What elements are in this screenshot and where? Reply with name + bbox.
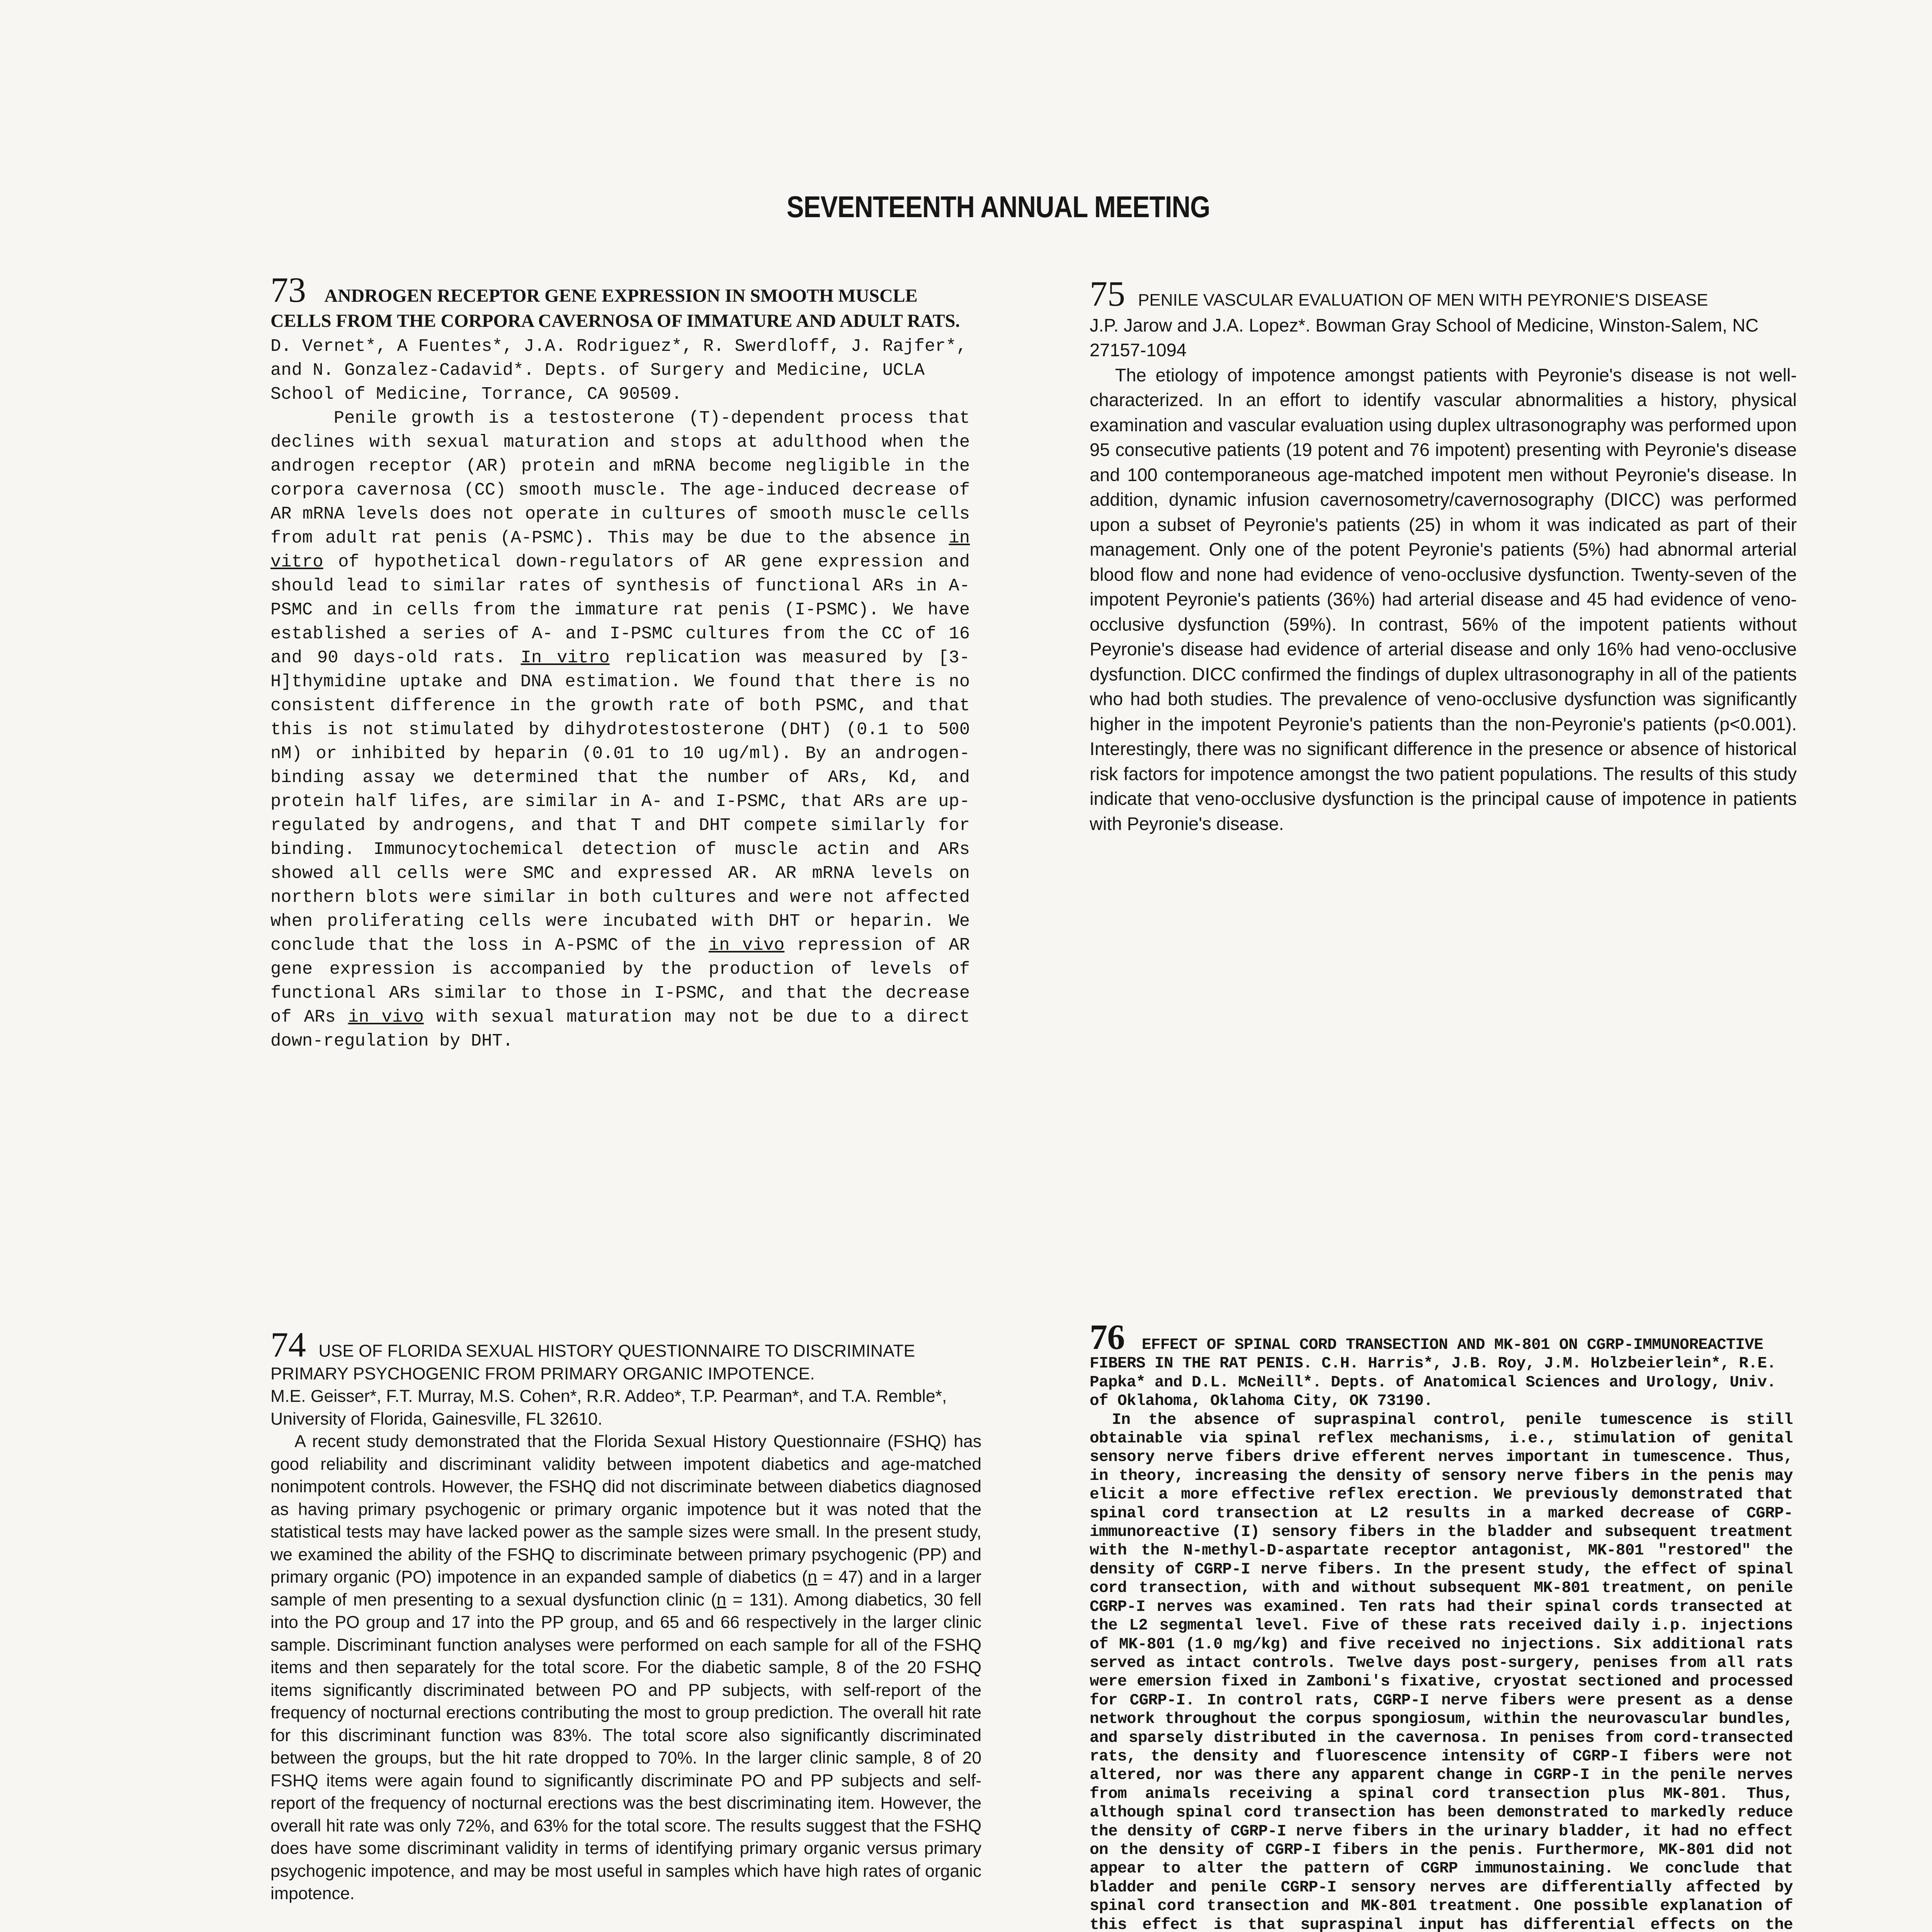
abstract-number: 73 bbox=[270, 270, 306, 310]
abstract-authors: D. Vernet*, A Fuentes*, J.A. Rodriguez*, R. Swerdloff, J. Rajfer*, and N. Gonzalez-Cadavid*. Depts. of Surgery and Medicine, UCLA School of Medicine, Torrance, CA 90509. bbox=[270, 336, 967, 404]
abstract-title: USE OF FLORIDA SEXUAL HISTORY QUESTIONNAIRE TO DISCRIMINATE PRIMARY PSYCHOGENIC FROM PRIMARY ORGANIC IMPOTENCE. bbox=[270, 1342, 915, 1383]
abstract-73-heading bbox=[270, 270, 970, 406]
body-text: Penile growth is a testosterone (T)-dependent process that declines with sexual maturation and stops at adulthood when the androgen receptor (AR) protein and mRNA become negligible in the corpora cavernosa (CC) smooth muscle. The age-induced decrease of AR mRNA levels does not operate in cultures of smooth muscle cells from adult rat penis (A-PSMC). This may be due to the absence bbox=[270, 408, 970, 548]
body-text: = 131). Among diabetics, 30 fell into the PO group and 17 into the PP group, and 65 and 66 respectively in the larger clinic sample. Discriminant function analyses were performed on each sample for all of the FSHQ items and then separately for the total score. For the diabetic sample, 8 of the 20 FSHQ items significantly discriminated between PO and PP subjects, with self-report of the frequency of nocturnal erections contributing the most to group prediction. The overall hit rate for this discriminant function was 83%. The total score also significantly discriminated between the groups, but the hit rate dropped to 70%. In the larger clinic sample, 8 of 20 FSHQ items were again found to significantly discriminate PO and PP subjects and self-report of the frequency of nocturnal erections was the best discriminating item. However, the overall hit rate was only 72%, and 63% for the total score. The results suggest that the FSHQ does have some discriminant validity in terms of identifying primary organic versus primary psychogenic impotence, and may be most useful in samples which have high rates of organic impotence. bbox=[270, 1590, 981, 1903]
abstract-authors: C.H. Harris*, J.B. Roy, J.M. Holzbeierlein*, R.E. Papka* and D.L. McNeill*. Depts. of Anatomical Sciences and Urology, Univ. of Oklahoma, Oklahoma City, OK 73190. bbox=[1090, 1355, 1776, 1410]
abstract-73 bbox=[270, 270, 970, 1053]
body-text: with sexual maturation may not be due to a direct down-regulation by DHT. bbox=[270, 1007, 970, 1051]
italic-term: in vivo bbox=[348, 1007, 424, 1027]
abstract-number: 74 bbox=[270, 1325, 306, 1364]
italic-term: n bbox=[808, 1568, 817, 1587]
abstract-authors: J.P. Jarow and J.A. Lopez*. Bowman Gray School of Medicine, Winston-Salem, NC 27157-1094 bbox=[1090, 315, 1759, 360]
abstract-title: PENILE VASCULAR EVALUATION OF MEN WITH PEYRONIE'S DISEASE bbox=[1138, 291, 1708, 310]
abstract-76 bbox=[1090, 1317, 1793, 1932]
italic-term: n bbox=[716, 1590, 726, 1609]
body-text: replication was measured by [3-H]thymidine uptake and DNA estimation. We found that there is no consistent difference in the growth rate of both PSMC, and that this is not stimulated by dihydrotestosterone (DHT) (0.1 to 500 nM) or inhibited by heparin (0.01 to 10 ug/ml). By an androgen-binding assay we determined that the number of ARs, Kd, and protein half lifes, are similar in A- and I-PSMC, that ARs are up-regulated by androgens, and that T and DHT compete similarly for binding. Immunocytochemical detection of muscle actin and ARs showed all cells were SMC and expressed AR. AR mRNA levels on northern blots were similar in both cultures and were not affected when proliferating cells were incubated with DHT or heparin. We conclude that the loss in A-PSMC of the bbox=[270, 648, 970, 955]
abstract-number: 76 bbox=[1090, 1317, 1125, 1357]
body-text: = 47) and in a larger sample of men presenting to a sexual dysfunction clinic ( bbox=[270, 1568, 981, 1609]
meeting-title: SEVENTEENTH ANNUAL MEETING bbox=[786, 190, 1210, 224]
abstract-title: ANDROGEN RECEPTOR GENE EXPRESSION IN SMOOTH MUSCLE CELLS FROM THE CORPORA CAVERNOSA OF IMMATURE AND ADULT RATS. bbox=[270, 286, 960, 331]
abstract-body bbox=[270, 1430, 981, 1905]
abstract-body: In the absence of supraspinal control, penile tumescence is still obtainable via spinal reflex mechanisms, i.e., stimulation of genital sensory nerve fibers drive efferent nerves important in tumescence. Thus, in theory, increasing the density of sensory nerve fibers in the penis may elicit a more effective reflex erection. We previously demonstrated that spinal cord transection at L2 results in a marked decrease of CGRP-immunoreactive (I) sensory fibers in the bladder and subsequent treatment with the N-methyl-D-aspartate receptor antagonist, MK-801 "restored" the density of CGRP-I nerve fibers. In the present study, the effect of spinal cord transection, with and without subsequent MK-801 treatment, on penile CGRP-I nerves was examined. Ten rats had their spinal cords transected at the L2 segmental level. Five of these rats received daily i.p. injections of MK-801 (1.0 mg/kg) and five received no injections. Six additional rats served as intact controls. Twelve days post-surgery, penises from all rats were emersion fixed in Zamboni's fixative, cryostat sectioned and processed for CGRP-I. In control rats, CGRP-I nerve fibers were present as a dense network throughout the corpus spongiosum, within the neurovascular bundles, and sparsely distributed in the cavernosa. In penises from cord-transected rats, the density and fluorescence intensity of CGRP-I fibers were not altered, nor was there any apparent change in CGRP-I in the penile nerves from animals receiving a spinal cord transection plus MK-801. Thus, although spinal cord transection has been demonstrated to markedly reduce the density of CGRP-I nerve fibers in the urinary bladder, it had no effect on the density of CGRP-I fibers in the penis. Furthermore, MK-801 did not appear to alter the pattern of CGRP immunostaining. We conclude that bladder and penile CGRP-I sensory nerves are differentially affected by spinal cord transection and MK-801 treatment. One possible explanation of this effect is that supraspinal input has differential effects on the bbox=[1090, 1411, 1793, 1932]
italic-term: in vivo bbox=[708, 935, 785, 955]
abstract-number: 75 bbox=[1090, 274, 1125, 313]
italic-term: In vitro bbox=[520, 648, 610, 668]
abstract-74 bbox=[270, 1325, 981, 1905]
body-text: A recent study demonstrated that the Florida Sexual History Questionnaire (FSHQ) has good reliability and discriminant validity between impotent diabetics and age-matched nonimpotent controls. However, the FSHQ did not discriminate between diabetics diagnosed as having primary psychogenic or primary organic impotence but it was noted that the statistical tests may have lacked power as the sample sizes were small. In the present study, we examined the ability of the FSHQ to discriminate between primary psychogenic (PP) and primary organic (PO) impotence in an expanded sample of diabetics ( bbox=[270, 1432, 981, 1587]
abstract-75-heading bbox=[1090, 274, 1797, 363]
abstract-76-heading bbox=[1090, 1317, 1793, 1411]
body-text: repression of AR gene expression is accompanied by the production of levels of functional ARs similar to those in I-PSMC, and that the decrease of ARs bbox=[270, 935, 970, 1027]
abstract-authors: M.E. Geisser*, F.T. Murray, M.S. Cohen*, R.R. Addeo*, T.P. Pearman*, and T.A. Remble*, University of Florida, Gainesville, FL 32610. bbox=[270, 1387, 947, 1429]
abstract-body bbox=[270, 406, 970, 1053]
abstract-75 bbox=[1090, 274, 1797, 836]
body-text: of hypothetical down-regulators of AR gene expression and should lead to similar rates of synthesis of functional ARs in A-PSMC and in cells from the immature rat penis (I-PSMC). We have established a series of A- and I-PSMC cultures from the CC of 16 and 90 days-old rats. bbox=[270, 552, 970, 668]
abstract-title: EFFECT OF SPINAL CORD TRANSECTION AND MK-801 ON CGRP-IMMUNOREACTIVE FIBERS IN THE RAT PENIS. bbox=[1090, 1336, 1764, 1373]
abstract-body: The etiology of impotence amongst patients with Peyronie's disease is not well-characterized. In an effort to identify vascular abnormalities a history, physical examination and vascular evaluation using duplex ultrasonography was performed upon 95 consecutive patients (19 potent and 76 impotent) presenting with Peyronie's disease and 100 contemporaneous age-matched impotent men without Peyronie's disease. In addition, dynamic infusion cavernosometry/cavernosography (DICC) was performed upon a subset of Peyronie's patients (25) in whom it was indicated as part of their management. Only one of the potent Peyronie's patients (5%) had abnormal arterial blood flow and none had evidence of veno-occlusive dysfunction. Twenty-seven of the impotent Peyronie's patients (36%) had arterial disease and 45 had evidence of veno-occlusive dysfunction (59%). In contrast, 56% of the impotent patients without Peyronie's disease had evidence of arterial disease and only 16% had veno-occlusive dysfunction. DICC confirmed the findings of duplex ultrasonography in all of the patients who had both studies. The prevalence of veno-occlusive dysfunction was significantly higher in the impotent Peyronie's patients than the non-Peyronie's patients (p<0.001). Interestingly, there was no significant difference in the presence or absence of historical risk factors for impotence amongst the two patient populations. The results of this study indicate that veno-occlusive dysfunction is the principal cause of impotence in patients with Peyronie's disease. bbox=[1090, 364, 1797, 834]
italic-term: in vitro bbox=[270, 528, 970, 572]
abstract-74-heading bbox=[270, 1325, 981, 1430]
